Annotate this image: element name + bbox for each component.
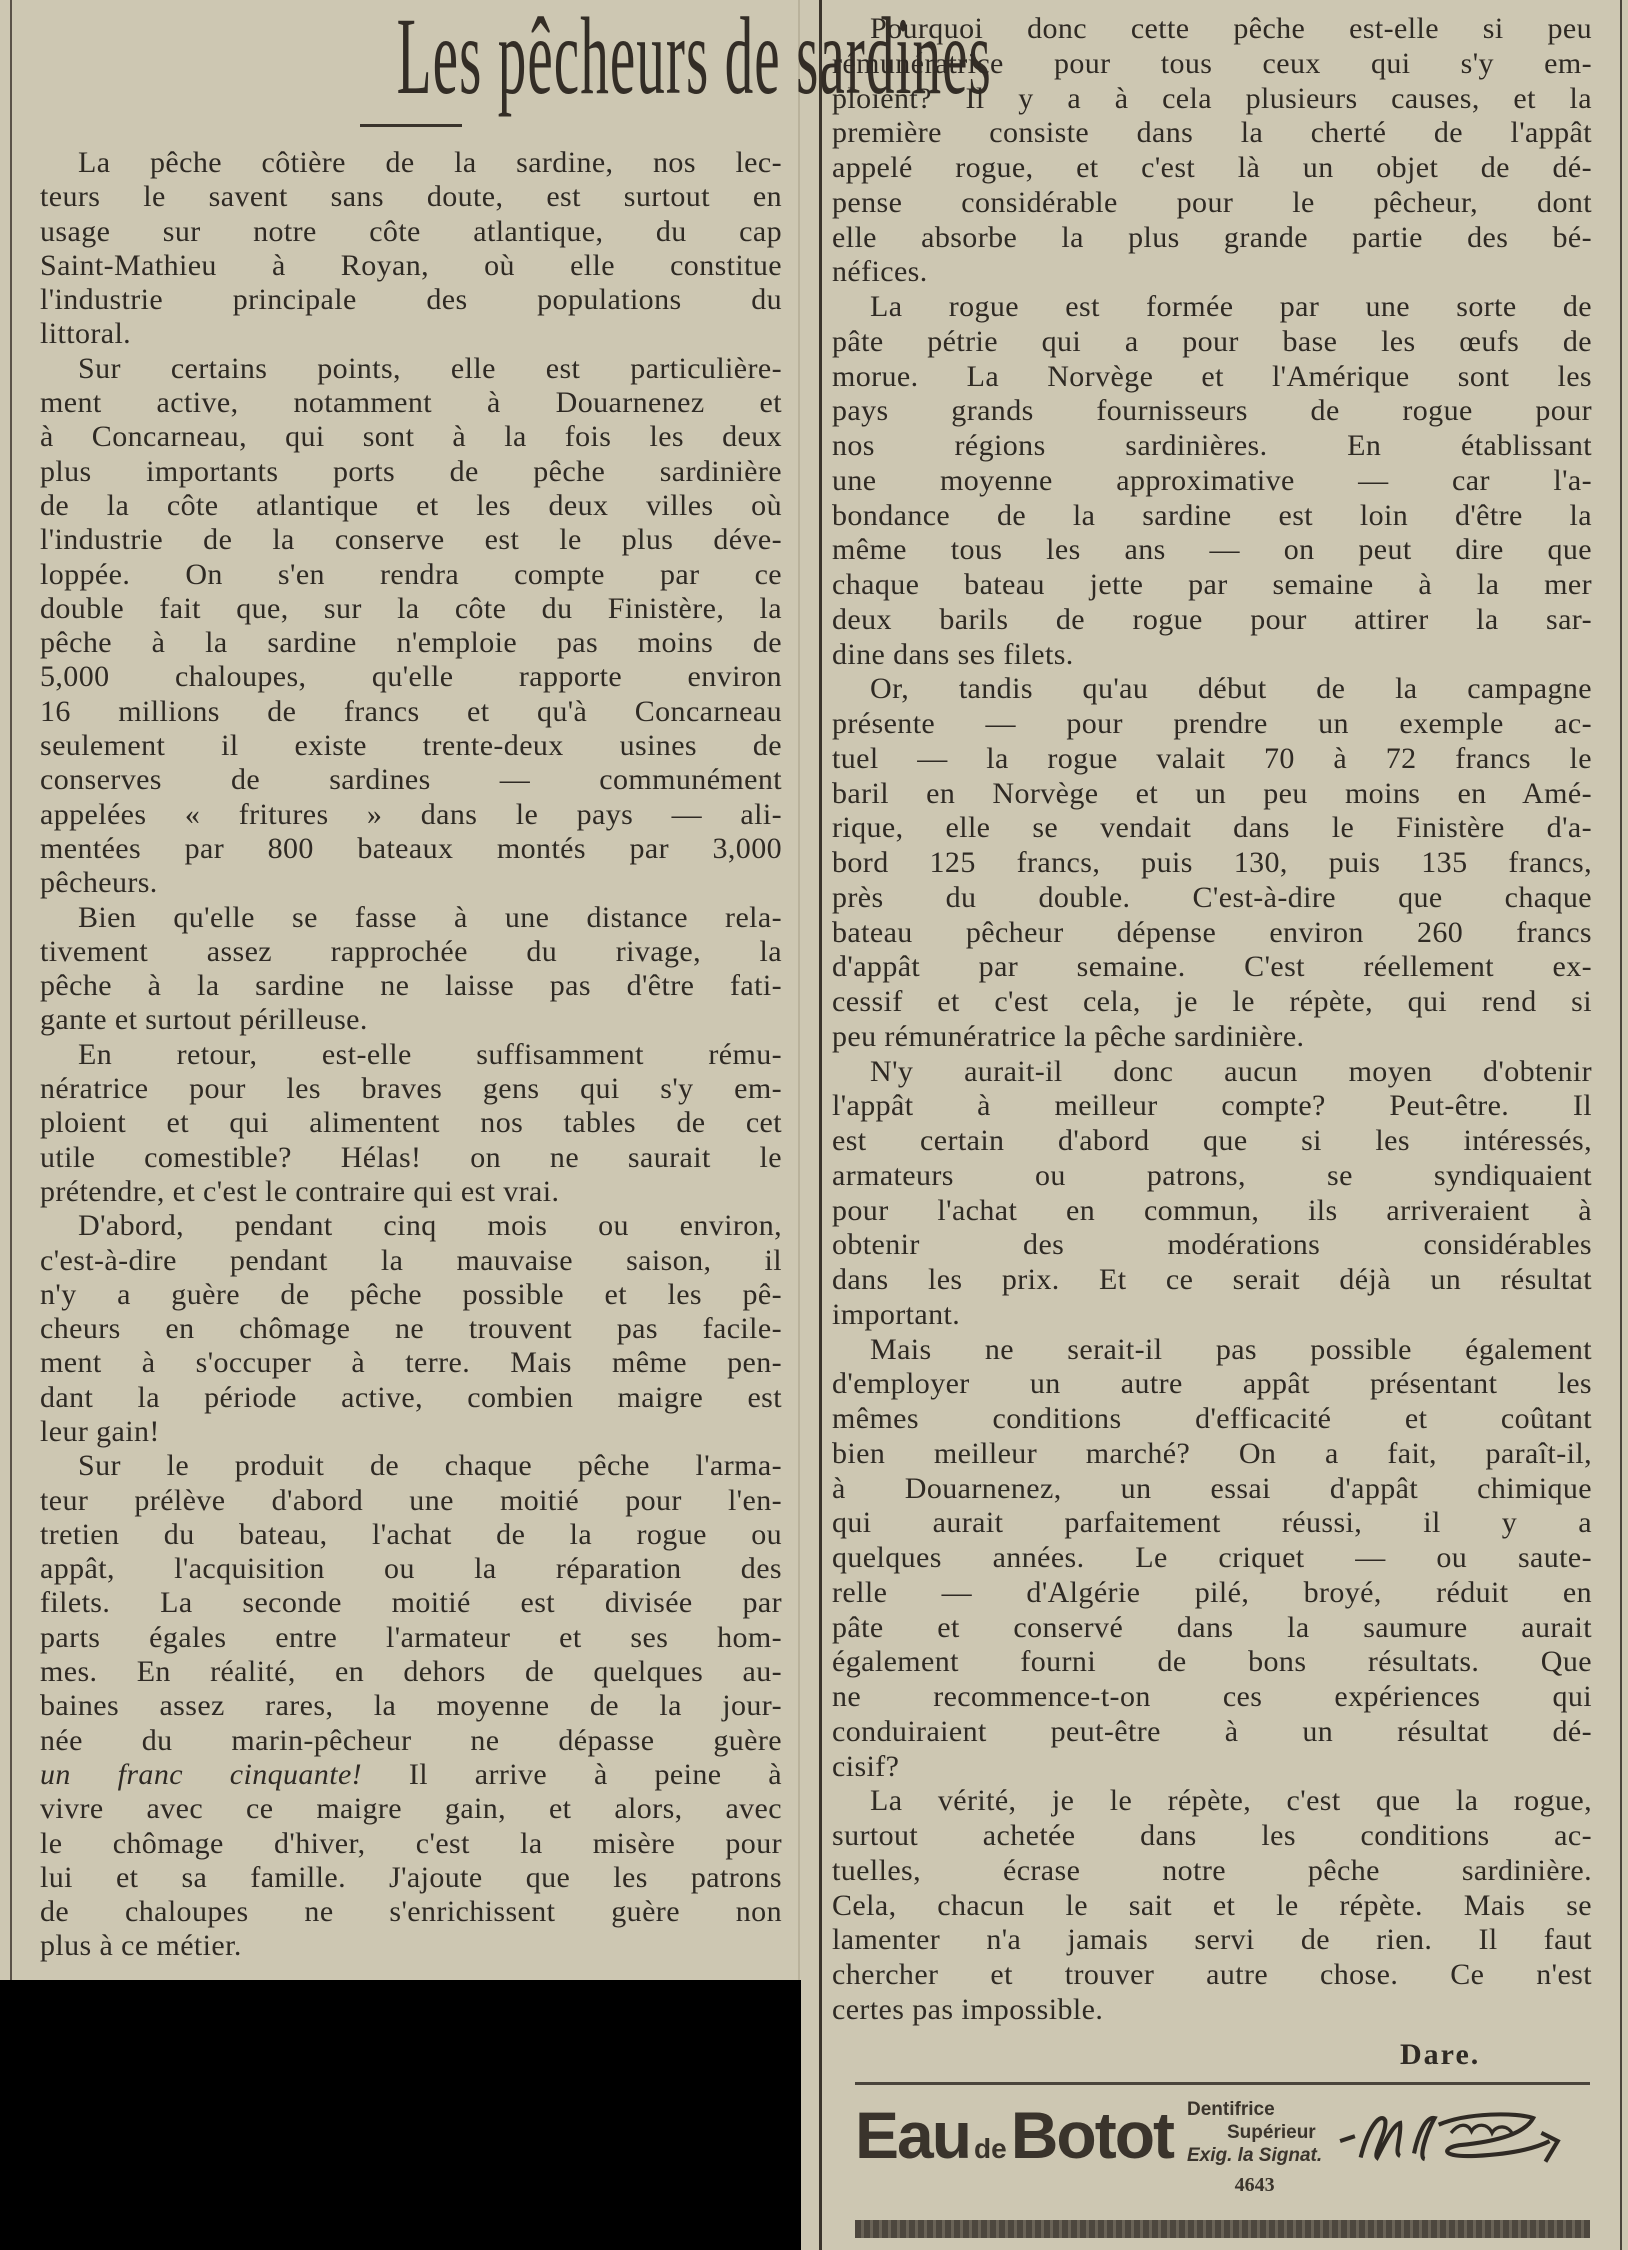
text-line: c'est-à-dire pendant la mauvaise saison, il	[40, 1243, 782, 1277]
text-line: de chaloupes ne s'enrichissent guère non	[40, 1895, 782, 1929]
text-line: lui et sa famille. J'ajoute que les patrons	[40, 1860, 782, 1894]
text-line: néfices.	[832, 255, 928, 289]
text-line: pêche à la sardine n'emploie pas moins de	[40, 626, 782, 660]
text-line: pêcheurs.	[40, 866, 158, 900]
article-column-right	[832, 12, 1592, 2028]
text-line: D'abord, pendant cinq mois ou environ,	[78, 1209, 782, 1243]
text-line: La vérité, je le répète, c'est que la rogue,	[870, 1784, 1592, 1818]
text-line: dine dans ses filets.	[832, 637, 1074, 671]
text-line: relle — d'Algérie pilé, broyé, réduit en	[832, 1575, 1592, 1609]
text-line: leur gain!	[40, 1414, 160, 1448]
text-line: vivre avec ce maigre gain, et alors, avec	[40, 1792, 782, 1826]
text-line: Mais ne serait-il pas possible également	[870, 1332, 1592, 1366]
text-line: N'y aurait-il donc aucun moyen d'obtenir	[870, 1054, 1592, 1088]
text-line: l'industrie principale des populations du	[40, 283, 782, 317]
text-line: pays grands fournisseurs de rogue pour	[832, 394, 1592, 428]
text-line: littoral.	[40, 317, 132, 351]
text-line: dant la période active, combien maigre est	[40, 1380, 782, 1414]
text-segment: Il arrive à peine à	[362, 1757, 782, 1791]
text-line: conduiraient peut-être à un résultat dé-	[832, 1714, 1592, 1748]
text-line: appelé rogue, et c'est là un objet de dé-	[832, 151, 1592, 184]
article-signature: Dare.	[1400, 2038, 1481, 2071]
text-line: pour l'achat en commun, ils arriveraient à	[832, 1193, 1592, 1227]
text-line: près du double. C'est-à-dire que chaque	[832, 880, 1592, 914]
text-line: présente — pour prendre un exemple ac-	[832, 707, 1592, 740]
text-line: pâte pétrie qui a pour base les œufs de	[832, 324, 1592, 358]
article-title	[122, 0, 992, 117]
text-line: surtout achetée dans les conditions ac-	[832, 1819, 1592, 1852]
text-line: prétendre, et c'est le contraire qui est vrai.	[40, 1174, 560, 1208]
column-border-left	[10, 0, 12, 1980]
scan-blank-area	[0, 1980, 801, 2250]
text-line: La rogue est formée par une sorte de	[870, 290, 1592, 323]
text-line: ne recommence-t-on ces expériences qui	[832, 1680, 1592, 1713]
text-line: rémunératrice pour tous ceux qui s'y em-	[832, 46, 1592, 80]
text-line: En retour, est-elle suffisamment rému-	[78, 1037, 782, 1071]
text-line: appelées « fritures » dans le pays — ali-	[40, 797, 782, 831]
text-line: cessif et c'est cela, je le répète, qui rend si	[832, 985, 1592, 1018]
text-line: de la côte atlantique et les deux villes où	[40, 488, 782, 522]
text-line: nos régions sardinières. En établissant	[832, 429, 1592, 462]
text-line: à Douarnenez, un essai d'appât chimique	[832, 1471, 1592, 1505]
page-edge-right	[1620, 0, 1622, 2250]
text-line: plus à ce métier.	[40, 1929, 242, 1963]
text-line: teur prélève d'abord une moitié pour l'en-	[40, 1483, 782, 1517]
advert-brand	[855, 2098, 1173, 2186]
text-line: elle absorbe la plus grande partie des bé-	[832, 220, 1592, 254]
text-line: Bien qu'elle se fasse à une distance rela-	[78, 900, 782, 934]
text-line: Or, tandis qu'au début de la campagne	[870, 672, 1592, 706]
text-line: Saint-Mathieu à Royan, où elle constitue	[40, 248, 782, 282]
text-line: l'industrie de la conserve est le plus déve-	[40, 523, 782, 557]
text-line: bateau pêcheur dépense environ 260 francs	[832, 915, 1592, 949]
text-line: mentées par 800 bateaux montés par 3,000	[40, 831, 782, 865]
text-line: tuel — la rogue valait 70 à 72 francs le	[832, 741, 1592, 775]
text-line: loppée. On s'en rendra compte par ce	[40, 557, 782, 591]
text-line: l'appât à meilleur compte? Peut-être. Il	[832, 1089, 1592, 1123]
text-line: obtenir des modérations considérables	[832, 1228, 1592, 1262]
text-line: La pêche côtière de la sardine, nos lec-	[78, 146, 782, 179]
text-line: utile comestible? Hélas! on ne saurait le	[40, 1140, 782, 1174]
text-line	[40, 1758, 782, 1792]
text-line: tuelles, écrase notre pêche sardinière.	[832, 1853, 1592, 1887]
article-column-left	[40, 146, 782, 1964]
text-line: pâte et conservé dans la saumure aurait	[832, 1610, 1592, 1644]
title-divider	[360, 124, 462, 127]
text-line: cisif?	[832, 1749, 900, 1783]
text-line: Sur certains points, elle est particulière-	[78, 351, 782, 385]
text-line: appât, l'acquisition ou la réparation des	[40, 1552, 782, 1586]
text-line: important.	[832, 1297, 961, 1331]
text-line: Cela, chacun le sait et le répète. Mais se	[832, 1888, 1592, 1922]
text-line: Sur le produit de chaque pêche l'arma-	[78, 1449, 782, 1483]
text-line: née du marin-pêcheur ne dépasse guère	[40, 1723, 782, 1757]
text-line: ploient? Il y a à cela plusieurs causes, et la	[832, 81, 1592, 115]
text-line: 5,000 chaloupes, qu'elle rapporte environ	[40, 660, 782, 694]
text-line: nératrice pour les braves gens qui s'y em-	[40, 1072, 782, 1106]
text-line: même tous les ans — on peut dire que	[832, 533, 1592, 567]
column-rule	[819, 0, 822, 2250]
brand-botot: Botot	[1010, 2098, 1173, 2172]
text-line: chaque bateau jette par semaine à la mer	[832, 568, 1592, 601]
text-line: baines assez rares, la moyenne de la jour-	[40, 1689, 782, 1723]
advert-line-3: Exig. la Signat.	[1187, 2145, 1323, 2166]
article-title-text: Les pêcheurs de sardines	[396, 0, 992, 117]
text-line: le chômage d'hiver, c'est la misère pour	[40, 1826, 782, 1860]
text-line: Pourquoi donc cette pêche est-elle si peu	[870, 12, 1592, 45]
text-line: parts égales entre l'armateur et ses hom-	[40, 1620, 782, 1654]
text-line: ment active, notamment à Douarnenez et	[40, 386, 782, 420]
handwritten-signature-icon	[1336, 2102, 1566, 2172]
advert-details	[1187, 2098, 1322, 2197]
text-line: première consiste dans la cherté de l'appât	[832, 116, 1592, 150]
text-line: mes. En réalité, en dehors de quelques au-	[40, 1655, 782, 1689]
text-line: usage sur notre côte atlantique, du cap	[40, 214, 782, 248]
bottom-rule	[855, 2220, 1590, 2238]
text-line: lamenter n'a jamais servi de rien. Il faut	[832, 1923, 1592, 1957]
text-line: double fait que, sur la côte du Finistère, la	[40, 591, 782, 625]
text-line: cheurs en chômage ne trouvent pas facile-	[40, 1312, 782, 1346]
italic-text: un franc cinquante!	[40, 1757, 363, 1791]
text-line: rique, elle se vendait dans le Finistère d'a-	[832, 811, 1592, 845]
text-line: bord 125 francs, puis 130, puis 135 francs,	[832, 846, 1592, 879]
text-line: gante et surtout périlleuse.	[40, 1003, 368, 1037]
text-line: pense considérable pour le pêcheur, dont	[832, 185, 1592, 219]
text-line: certes pas impossible.	[832, 1992, 1104, 2026]
text-line: tretien du bateau, l'achat de la rogue ou	[40, 1517, 782, 1551]
brand-de: de	[974, 2133, 1007, 2164]
text-line: qui aurait parfaitement réussi, il y a	[832, 1506, 1592, 1540]
advert-line-2: Supérieur	[1227, 2122, 1316, 2143]
text-line: mêmes conditions d'efficacité et coûtant	[832, 1402, 1592, 1435]
text-line: une moyenne approximative — car l'a-	[832, 463, 1592, 497]
text-line: armateurs ou patrons, se syndiquaient	[832, 1158, 1592, 1192]
advert-number: 4643	[1234, 2174, 1275, 2196]
text-line: teurs le savent sans doute, est surtout en	[40, 180, 782, 214]
brand-eau: Eau	[855, 2098, 971, 2172]
text-line: à Concarneau, qui sont à la fois les deux	[40, 420, 782, 454]
text-line: conserves de sardines — communément	[40, 763, 782, 797]
text-line: d'employer un autre appât présentant les	[832, 1367, 1592, 1401]
text-line: baril en Norvège et un peu moins en Amé-	[832, 776, 1592, 810]
text-line: deux barils de rogue pour attirer la sar-	[832, 602, 1592, 636]
text-line: peu rémunératrice la pêche sardinière.	[832, 1019, 1305, 1053]
text-line: est certain d'abord que si les intéressés,	[832, 1124, 1592, 1157]
text-line: dans les prix. Et ce serait déjà un résultat	[832, 1263, 1592, 1296]
text-line: bondance de la sardine est loin d'être la	[832, 498, 1592, 532]
text-line: filets. La seconde moitié est divisée par	[40, 1586, 782, 1620]
text-line: tivement assez rapprochée du rivage, la	[40, 934, 782, 968]
advert-tagline	[1187, 2098, 1322, 2167]
text-line: quelques années. Le criquet — ou saute-	[832, 1541, 1592, 1574]
text-line: bien meilleur marché? On a fait, paraît-il,	[832, 1436, 1592, 1470]
text-line: morue. La Norvège et l'Amérique sont les	[832, 359, 1592, 393]
text-line: 16 millions de francs et qu'à Concarneau	[40, 694, 782, 728]
advertisement	[855, 2098, 1590, 2213]
text-line: ment à s'occuper à terre. Mais même pen-	[40, 1346, 782, 1380]
advert-divider	[855, 2082, 1590, 2085]
text-line: d'appât par semaine. C'est réellement ex-	[832, 950, 1592, 984]
text-line: plus importants ports de pêche sardinière	[40, 454, 782, 488]
text-line: n'y a guère de pêche possible et les pê-	[40, 1277, 782, 1311]
text-line: également fourni de bons résultats. Que	[832, 1645, 1592, 1679]
text-line: chercher et trouver autre chose. Ce n'est	[832, 1958, 1592, 1991]
text-line: ploient et qui alimentent nos tables de cet	[40, 1106, 782, 1140]
text-line: seulement il existe trente-deux usines de	[40, 729, 782, 763]
text-line: pêche à la sardine ne laisse pas d'être fati-	[40, 969, 782, 1003]
advert-line-1: Dentifrice	[1187, 2099, 1275, 2120]
column-edge	[798, 0, 800, 1980]
